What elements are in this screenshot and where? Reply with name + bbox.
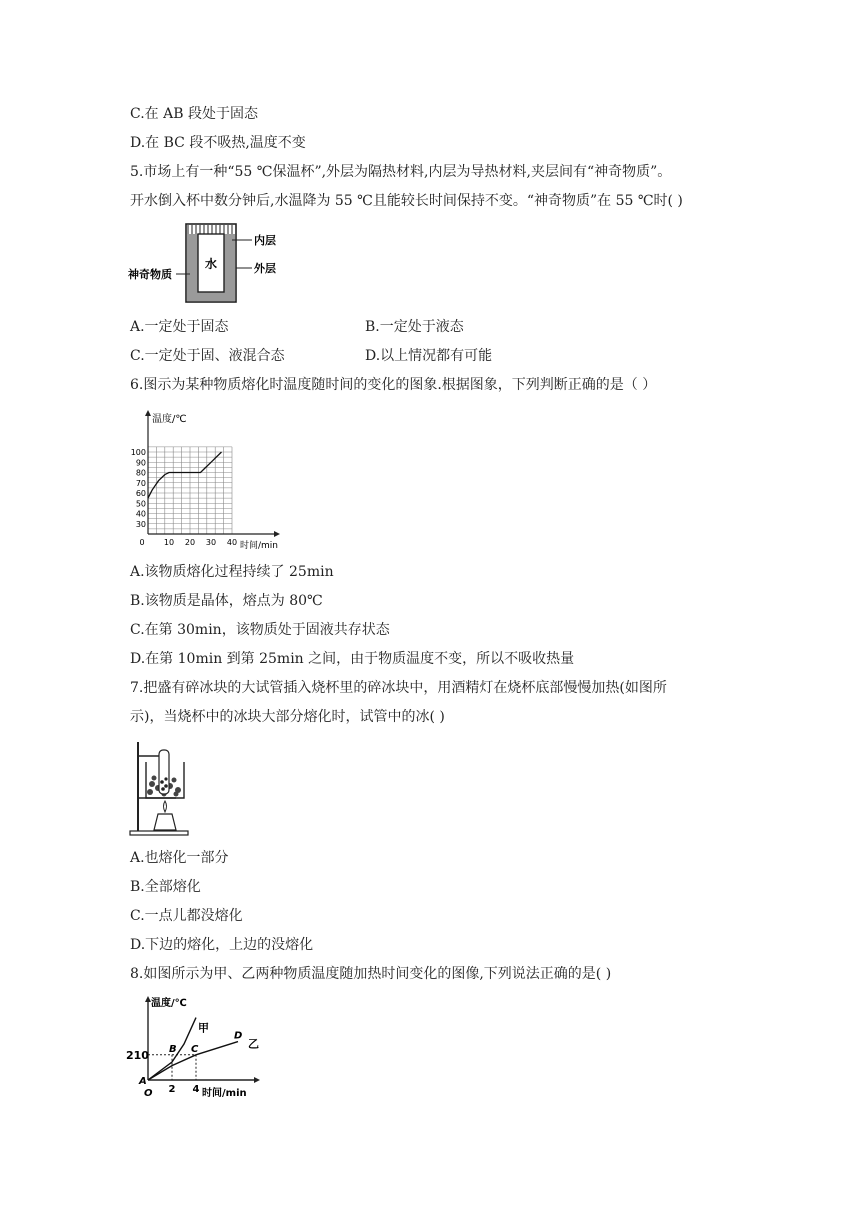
q7-option-d: D.下边的熔化，上边的没熔化 [130, 937, 314, 953]
x-tick-label: 2 [168, 1084, 176, 1095]
alcohol-lamp [154, 814, 176, 830]
y-axis-label: 温度/℃ [151, 998, 187, 1009]
series-label-jia: 甲 [198, 1021, 209, 1035]
x-tick-label: 40 [226, 538, 238, 547]
x-tick-label: 10 [163, 538, 175, 547]
x-axis-arrow [274, 531, 280, 537]
point-label: B [169, 1043, 177, 1055]
outer-layer-label: 外层 [254, 262, 276, 275]
origin-label: O [144, 1088, 153, 1099]
q7-stem-line1: 7.把盛有碎冰块的大试管插入烧杯里的碎冰块中，用酒精灯在烧杯底部慢慢加热(如图所 [130, 680, 667, 696]
q8-stem: 8.如图所示为甲、乙两种物质温度随加热时间变化的图像,下列说法正确的是( ) [130, 966, 612, 982]
magic-substance-label: 神奇物质 [128, 268, 172, 281]
flame [164, 801, 167, 812]
two-substance-heating-chart [126, 992, 266, 1102]
y-axis-arrow [145, 410, 151, 416]
melting-curve-chart [128, 406, 298, 552]
x-axis-label: 时间/min [240, 541, 279, 551]
q5-option-b: B.一定处于液态 [365, 319, 464, 335]
q7-option-b: B.全部熔化 [130, 879, 201, 895]
q5-option-c: C.一定处于固、液混合态 [130, 348, 285, 364]
q6-stem: 6.图示为某种物质熔化时温度随时间的变化的图象.根据图象，下列判断正确的是（ ） [130, 377, 657, 393]
point-label: C [191, 1043, 199, 1055]
q5-option-d: D.以上情况都有可能 [365, 348, 493, 364]
series-label-yi: 乙 [248, 1037, 259, 1051]
ice-heating-apparatus-figure [128, 738, 194, 838]
stand-base [130, 831, 188, 835]
y-tick-label: 80 [135, 468, 146, 478]
y-tick-label: 40 [135, 509, 146, 519]
q6-option-b: B.该物质是晶体，熔点为 80℃ [130, 593, 323, 609]
q6-option-c: C.在第 30min，该物质处于固液共存状态 [130, 622, 390, 638]
y-tick-label: 100 [130, 448, 146, 457]
y-tick-label: 30 [135, 519, 146, 529]
y-tick-label: 70 [135, 478, 146, 488]
y-tick-label: 210 [126, 1048, 149, 1062]
q6-option-d: D.在第 10min 到第 25min 之间，由于物质温度不变，所以不吸收热量 [130, 651, 575, 667]
y-tick-label: 50 [135, 499, 146, 509]
q7-option-c: C.一点儿都没熔化 [130, 908, 243, 924]
melting-curve-line [148, 452, 222, 498]
thermos-cup-figure [128, 222, 288, 307]
test-tube [159, 750, 169, 794]
q7-stem-line2: 示)，当烧杯中的冰块大部分熔化时，试管中的冰( ) [130, 709, 445, 725]
q7-option-a: A.也熔化一部分 [130, 850, 229, 866]
water-label: 水 [204, 257, 218, 271]
q6-option-a: A.该物质熔化过程持续了 25min [130, 564, 334, 580]
inner-layer-label: 内层 [254, 234, 276, 247]
point-label: A [139, 1076, 147, 1087]
x-axis-arrow [254, 1077, 260, 1083]
y-tick-label: 60 [135, 489, 146, 498]
q5-options-row1 [130, 317, 229, 337]
x-tick-label: 30 [205, 538, 217, 547]
q5-stem-line1: 5.市场上有一种“55 ℃保温杯”,外层为隔热材料,内层为导热材料,夹层间有“神奇物质”。 [130, 164, 672, 180]
q4-option-d: D.在 BC 段不吸热,温度不变 [130, 135, 306, 151]
q5-option-a: A.一定处于固态 [130, 319, 229, 335]
x-tick-label: 4 [192, 1084, 200, 1095]
q5-stem-line2: 开水倒入杯中数分钟后,水温降为 55 ℃且能较长时间保持不变。“神奇物质”在 55 ℃时( ) [130, 193, 683, 209]
q4-option-c: C.在 AB 段处于固态 [130, 106, 258, 122]
x-axis-label: 时间/min [202, 1088, 247, 1099]
x-tick-label: 0 [139, 538, 145, 547]
y-axis-label: 温度/℃ [152, 414, 187, 425]
point-label: D [234, 1030, 243, 1042]
x-tick-label: 20 [184, 538, 196, 547]
y-tick-label: 90 [135, 458, 146, 468]
